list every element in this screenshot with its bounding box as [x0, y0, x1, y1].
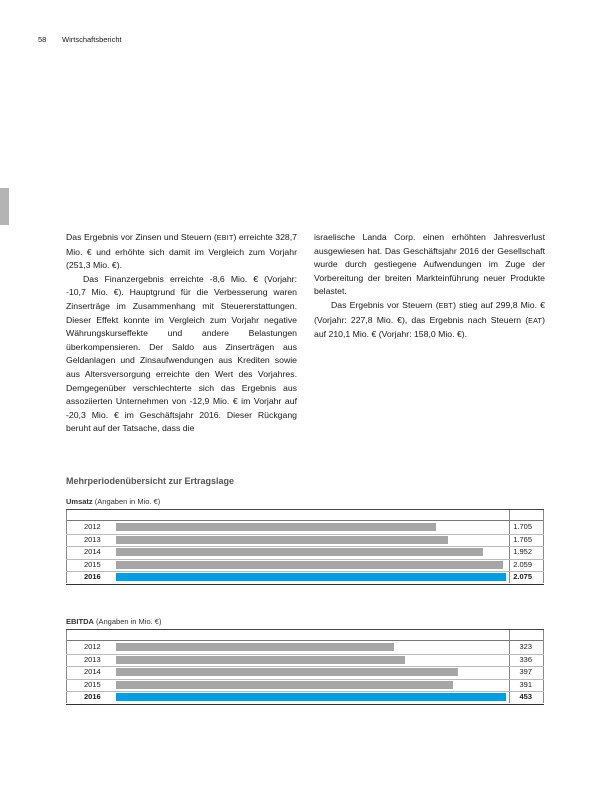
year-label: 2015	[84, 679, 101, 689]
chart-row	[66, 666, 544, 680]
chart-row	[66, 691, 544, 705]
value-label: 1.705	[513, 522, 532, 531]
chart-frame	[66, 629, 544, 703]
paragraph: Das Ergebnis vor Zinsen und Steuern (EBIT) erreichte 328,7 Mio. € und erhöhte sich damit im Vergleich zum Vorjahr (251,3 Mio. €).	[66, 232, 297, 271]
chart-title: Umsatz	[66, 497, 93, 506]
chart-row	[66, 559, 544, 573]
year-label: 2012	[84, 522, 101, 531]
year-label: 2012	[84, 642, 101, 651]
chart-title: EBITDA	[66, 617, 94, 626]
page-number: 58	[38, 35, 47, 44]
abbreviation: EAT	[528, 317, 543, 325]
paragraph: Das Finanzergebnis erreichte -8,6 Mio. € (Vorjahr: -10,7 Mio. €). Hauptgrund für die Verbesserung waren Zinserträge im Zusammenhang mit Steuererstattungen. Dieser Effekt konnte im Vergleich zum Vorjahr negative Währungskurseffekte und andere Belastungen überkompensieren. Der Saldo aus Zinserträgen aus Geldanlagen und Zinsaufwendungen aus Krediten sowie aus Altersversorgung erreichte den Wert des Vorjahres. Demgegenüber verschlechterte sich das Ergebnis aus assoziierten Unternehmen von -12,9 Mio. € im Vorjahr auf -20,3 Mio. € im Geschäftsjahr 2016. Dieser Rückgang beruht auf der Tatsache, dass die	[66, 273, 297, 434]
chart-row	[66, 571, 544, 585]
umsatz-chart	[66, 497, 544, 583]
bar	[116, 561, 503, 569]
year-label: 2015	[84, 559, 101, 569]
year-label: 2013	[84, 654, 101, 664]
section-title: Mehrperiodenübersicht zur Ertragslage	[66, 476, 235, 486]
value-label: 453	[519, 692, 532, 701]
bar	[116, 548, 483, 556]
value-label: 397	[519, 667, 532, 676]
year-label: 2014	[84, 667, 101, 676]
value-label: 1.765	[513, 534, 532, 544]
chart-caption	[66, 497, 544, 509]
paragraph: israelische Landa Corp. einen erhöhten Jahresverlust ausgewiesen hat. Das Geschäftsjahr 2016 der Gesellschaft wurde durch gestiegene Aufwendungen im Zuge der Vorbereitung der breiten Markteinführung neuer Produkte belastet.	[314, 232, 545, 297]
bar	[116, 536, 448, 544]
value-label: 391	[519, 679, 532, 689]
paragraph: Das Ergebnis vor Steuern (EBT) stieg auf 299,8 Mio. € (Vorjahr: 227,8 Mio. €), das Ergebnis nach Steuern (EAT) auf 210,1 Mio. € (Vorjahr: 158,0 Mio. €).	[314, 299, 545, 340]
text-column-right	[314, 231, 545, 342]
value-label: 336	[519, 654, 532, 664]
value-label: 1.952	[513, 547, 532, 556]
bar	[116, 573, 506, 581]
chart-frame	[66, 509, 544, 583]
section-name: Wirtschaftsbericht	[62, 35, 122, 44]
ebitda-chart	[66, 617, 544, 703]
year-label: 2016	[84, 572, 101, 581]
chart-row	[66, 546, 544, 560]
chart-row	[66, 679, 544, 693]
abbreviation: EBIT	[216, 235, 234, 242]
chart-caption	[66, 617, 544, 629]
bar	[116, 668, 458, 676]
chart-row	[66, 654, 544, 668]
bar	[116, 656, 405, 664]
bar	[116, 693, 506, 701]
chart-unit: (Angaben in Mio. €)	[94, 497, 161, 506]
chart-unit: (Angaben in Mio. €)	[96, 617, 162, 626]
abbreviation: EBT	[438, 302, 454, 310]
side-tab-marker	[0, 188, 9, 225]
chart-row	[66, 521, 544, 535]
page-header	[38, 35, 122, 44]
value-label: 2.075	[513, 572, 532, 581]
year-label: 2013	[84, 534, 101, 544]
year-label: 2016	[84, 692, 101, 701]
value-label: 323	[519, 642, 532, 651]
value-label: 2.059	[513, 559, 532, 569]
chart-row	[66, 534, 544, 548]
bar	[116, 681, 453, 689]
bar	[116, 523, 436, 531]
chart-row	[66, 641, 544, 655]
text-column-left	[66, 231, 297, 436]
year-label: 2014	[84, 547, 101, 556]
bar	[116, 643, 394, 651]
